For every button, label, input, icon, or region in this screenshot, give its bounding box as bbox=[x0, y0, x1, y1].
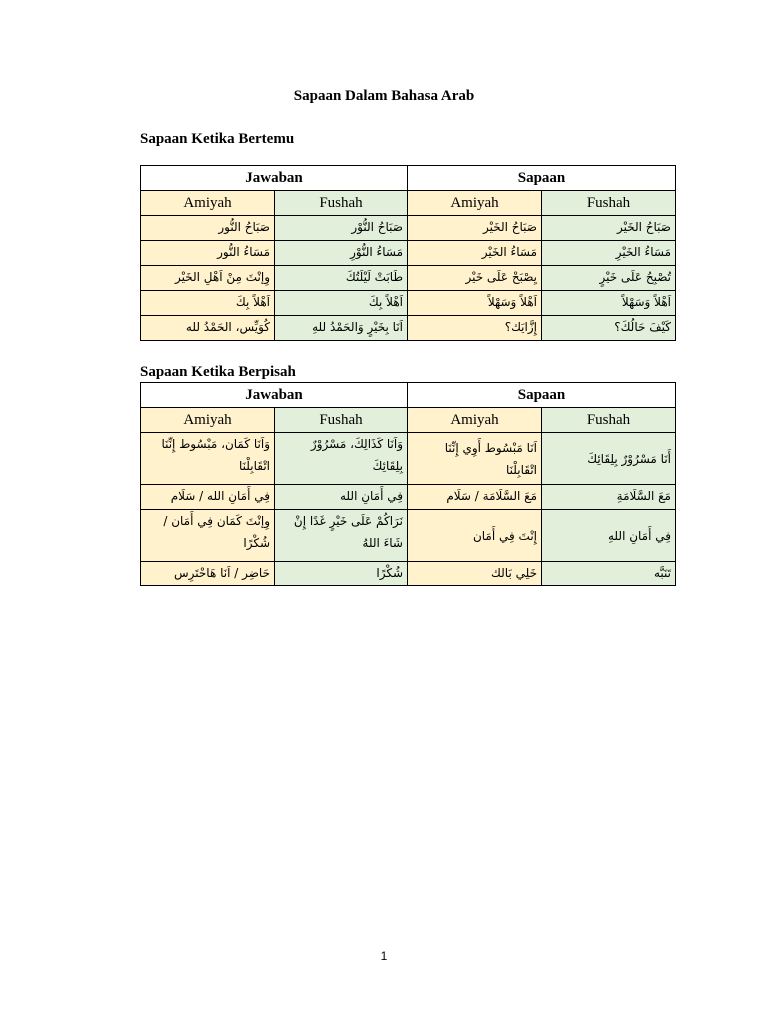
table-bertemu bbox=[140, 165, 676, 341]
table-cell: صَبَاحُ النُّور bbox=[141, 216, 275, 241]
page-title: Sapaan Dalam Bahasa Arab bbox=[293, 88, 475, 104]
table-cell: كُوَيِّس، الحَمْدُ لله bbox=[141, 316, 275, 341]
table-cell: طَابَتْ لَيْلَتُكَ bbox=[275, 266, 408, 291]
table-row bbox=[141, 291, 676, 316]
table-row bbox=[141, 316, 676, 341]
sub-header-amiyah: Amiyah bbox=[408, 191, 542, 216]
sub-header-fushah: Fushah bbox=[542, 191, 676, 216]
table-row bbox=[141, 433, 676, 485]
table-row bbox=[141, 510, 676, 562]
group-header-jawaban: Jawaban bbox=[141, 383, 408, 408]
group-header-sapaan: Sapaan bbox=[408, 166, 676, 191]
table-cell: اَهْلاً وَسَهْلاً bbox=[542, 291, 676, 316]
sub-header-fushah: Fushah bbox=[275, 408, 408, 433]
table-row bbox=[141, 485, 676, 510]
sub-header-amiyah: Amiyah bbox=[141, 408, 275, 433]
table-berpisah bbox=[140, 382, 676, 586]
table-cell: صَبَاحُ النُّوْر bbox=[275, 216, 408, 241]
table-cell: وَاَنَا كَذَالِكَ، مَسْرُوْرٌ بِلِقَائِكَ bbox=[275, 433, 408, 485]
table-cell: اَهْلاً بِكَ bbox=[141, 291, 275, 316]
table-cell: نَرَاكُمْ عَلَى خَيْرٍ غَدًا إِنْ شَاءَ اللهُ bbox=[275, 510, 408, 562]
table-cell: صَبَاحُ الخَيْر bbox=[408, 216, 542, 241]
table-row bbox=[141, 562, 676, 586]
table-cell: مَعَ السَّلَامَةِ bbox=[542, 485, 676, 510]
sub-header-amiyah: Amiyah bbox=[141, 191, 275, 216]
sub-header-fushah: Fushah bbox=[275, 191, 408, 216]
table-cell: إِزَّايَك؟ bbox=[408, 316, 542, 341]
page-number: 1 bbox=[380, 949, 388, 963]
table-cell: شُكْرًا bbox=[275, 562, 408, 586]
table-cell: وِإنْتَ مِنْ اَهْلِ الخَيْر bbox=[141, 266, 275, 291]
sub-header-amiyah: Amiyah bbox=[408, 408, 542, 433]
table-cell: مَسَاءُ الخَيْر bbox=[408, 241, 542, 266]
table-cell: مَعَ السَّلَامَة / سَلَام bbox=[408, 485, 542, 510]
table-cell: اَهْلاً وَسَهْلاً bbox=[408, 291, 542, 316]
table-row bbox=[141, 241, 676, 266]
table-row bbox=[141, 266, 676, 291]
table-cell: مَسَاءُ النُّوْرِ bbox=[275, 241, 408, 266]
table-cell: اَنَا مَبْسُوط أَوِي إِنِّنَا اتْقَابِلْنَا bbox=[408, 433, 542, 485]
table-cell: اَنَا بِخَيْرٍ وَالحَمْدُ للهِ bbox=[275, 316, 408, 341]
table-cell: تَنَبَّه bbox=[542, 562, 676, 586]
section-heading-berpisah: Sapaan Ketika Berpisah bbox=[140, 364, 296, 380]
table-cell: إِنْتَ فِي أَمَان bbox=[408, 510, 542, 562]
table-cell: فِي أَمَانِ الله / سَلَام bbox=[141, 485, 275, 510]
table-cell: وِإنْتَ كَمَان فِي أَمَان / شُكْرًا bbox=[141, 510, 275, 562]
group-header-jawaban: Jawaban bbox=[141, 166, 408, 191]
table-cell: أَنَا مَسْرُوْرٌ بِلِقَائِكَ bbox=[542, 433, 676, 485]
table-cell: حَاضِر / اَنَا هَاحْتَرِس bbox=[141, 562, 275, 586]
table-cell: فِي أَمَانِ اللهِ bbox=[542, 510, 676, 562]
table-cell: تُصْبِحُ عَلَى خَيْرٍ bbox=[542, 266, 676, 291]
table-cell: يِصْبَحْ عَلَى خَيْر bbox=[408, 266, 542, 291]
table-cell: اَهْلاً بِكَ bbox=[275, 291, 408, 316]
table-cell: خَلِي بَالك bbox=[408, 562, 542, 586]
table-cell: كَيْفَ حَالُكَ؟ bbox=[542, 316, 676, 341]
table-cell: صَبَاحُ الخَيْر bbox=[542, 216, 676, 241]
sub-header-fushah: Fushah bbox=[542, 408, 676, 433]
table-cell: مَسَاءُ النُّور bbox=[141, 241, 275, 266]
group-header-sapaan: Sapaan bbox=[408, 383, 676, 408]
section-heading-bertemu: Sapaan Ketika Bertemu bbox=[140, 131, 295, 147]
table-cell: وَاَنَا كَمَان، مَبْسُوط إِنِّنَا اتْقَابِلْنَا bbox=[141, 433, 275, 485]
table-cell: فِي أَمَانِ الله bbox=[275, 485, 408, 510]
table-row bbox=[141, 216, 676, 241]
table-cell: مَسَاءُ الخَيْرِ bbox=[542, 241, 676, 266]
